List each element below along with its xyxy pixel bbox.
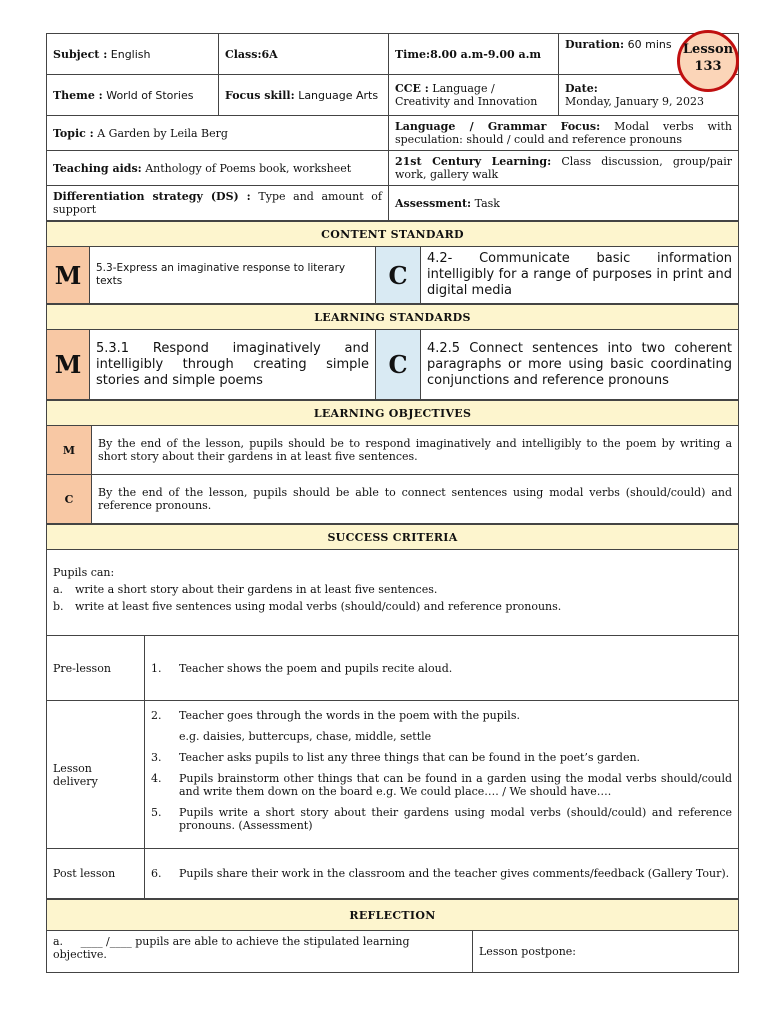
- lesson-step: [145, 768, 738, 802]
- lesson-step: [145, 705, 738, 726]
- date-label: Date:: [565, 82, 598, 95]
- post-lesson-label: Post lesson: [47, 849, 145, 899]
- assessment-label: Assessment:: [395, 196, 472, 210]
- criteria-mark: a.: [53, 583, 64, 596]
- focus-value: Language Arts: [298, 88, 379, 102]
- aids-value: Anthology of Poems book, worksheet: [145, 161, 352, 175]
- grammar-value: Modal verbs with speculation: should / could and reference pronouns: [395, 120, 732, 146]
- step-text: Pupils brainstorm other things that can be found in a garden using the modal verbs should/could and write them down on the board e.g. We could place…. / We should have….: [179, 772, 733, 798]
- content-standard-title: CONTENT STANDARD: [47, 222, 739, 247]
- content-m-text: 5.3-Express an imaginative response to literary texts: [90, 247, 376, 304]
- topic-label: Topic :: [53, 126, 94, 140]
- class-value: Class:6A: [225, 47, 278, 61]
- content-m-badge: M: [47, 247, 90, 304]
- lesson-number-badge: [677, 30, 739, 92]
- aids-label: Teaching aids:: [53, 161, 142, 175]
- subject-label: Subject :: [53, 47, 108, 61]
- criteria-list: [53, 583, 732, 613]
- pre-lesson-steps: [145, 662, 738, 675]
- objective-m-badge: M: [47, 426, 92, 475]
- success-criteria-table: [46, 524, 739, 899]
- content-standard-table: [46, 221, 739, 304]
- step-number: 6.: [151, 867, 162, 880]
- learning-standards-table: [46, 304, 739, 400]
- content-c-badge: C: [376, 247, 421, 304]
- post-lesson-steps: [145, 867, 738, 880]
- learning-objectives-table: [46, 400, 739, 524]
- pre-lesson-label: Pre-lesson: [47, 636, 145, 701]
- reflection-title: REFLECTION: [47, 900, 739, 931]
- theme-value: World of Stories: [106, 88, 194, 102]
- standards-c-badge: C: [376, 330, 421, 400]
- step-text: e.g. daisies, buttercups, chase, middle, settle: [179, 730, 432, 743]
- learning-objectives-title: LEARNING OBJECTIVES: [47, 401, 739, 426]
- ds-label: Differentiation strategy (DS) :: [53, 190, 251, 203]
- objective-m-text: By the end of the lesson, pupils should be to respond imaginatively and intelligibly to the poem by writing a short story about their gardens in at least five sentences.: [92, 426, 739, 475]
- success-intro: Pupils can:: [53, 566, 115, 579]
- standards-m-text: 5.3.1 Respond imaginatively and intelligibly through creating simple stories and simple poems: [90, 330, 376, 400]
- objective-c-badge: C: [47, 475, 92, 524]
- standards-m-badge: M: [47, 330, 90, 400]
- cce-value: Language / Creativity and Innovation: [395, 82, 538, 108]
- lesson-badge-label: Lesson: [682, 42, 734, 57]
- duration-value: 60 mins: [627, 38, 672, 51]
- step-number: 2.: [151, 709, 162, 722]
- step-text: Pupils share their work in the classroom and the teacher gives comments/feedback (Gallery Tour).: [179, 867, 730, 880]
- ds-value: Type and amount of support: [53, 190, 382, 216]
- content-c-text: 4.2- Communicate basic information intelligibly for a range of purposes in print and digital media: [421, 247, 739, 304]
- step-text: Pupils write a short story about their gardens using modal verbs (should/could) and reference pronouns. (Assessment): [179, 806, 733, 832]
- lesson-postpone: Lesson postpone:: [473, 931, 739, 973]
- lesson-delivery-label: Lesson delivery: [47, 701, 145, 849]
- step-number: 3.: [151, 751, 162, 764]
- step-number: 1.: [151, 661, 162, 675]
- standards-c-text: 4.2.5 Connect sentences into two coherent paragraphs or more using basic coordinating conjunctions and reference pronouns: [421, 330, 739, 400]
- step-number: [145, 730, 179, 743]
- lesson-badge-number: 133: [694, 59, 722, 74]
- criteria-item: [53, 600, 732, 613]
- step-number: 4.: [151, 772, 162, 785]
- header-table: [46, 33, 739, 221]
- focus-label: Focus skill:: [225, 88, 295, 102]
- success-criteria-title: SUCCESS CRITERIA: [47, 525, 739, 550]
- step-number: 5.: [151, 806, 162, 819]
- lesson-step: [145, 726, 738, 747]
- criteria-item: [53, 583, 732, 596]
- reflection-line: ____ /____ pupils are able to achieve the stipulated learning objective.: [53, 935, 410, 961]
- duration-label: Duration:: [565, 38, 625, 51]
- criteria-mark: b.: [53, 600, 64, 613]
- step-text: Teacher asks pupils to list any three things that can be found in the poet’s garden.: [179, 751, 641, 764]
- date-value: Monday, January 9, 2023: [565, 95, 704, 108]
- lesson-step: [145, 662, 738, 675]
- reflection-table: [46, 899, 739, 973]
- objective-c-text: By the end of the lesson, pupils should be able to connect sentences using modal verbs (should/could) and reference pronouns.: [92, 475, 739, 524]
- grammar-label: Language / Grammar Focus:: [395, 120, 601, 133]
- lesson-delivery-steps: [145, 705, 738, 836]
- reflection-mark: a.: [53, 935, 64, 948]
- step-text: Teacher shows the poem and pupils recite aloud.: [179, 661, 453, 675]
- step-text: Teacher goes through the words in the poem with the pupils.: [179, 709, 520, 722]
- c21-value: Class discussion, group/pair work, gallery walk: [395, 155, 732, 181]
- lesson-step: [145, 867, 738, 880]
- criteria-text: write at least five sentences using modal verbs (should/could) and reference pronouns.: [75, 600, 562, 613]
- cce-label: CCE :: [395, 82, 429, 95]
- lesson-step: [145, 802, 738, 836]
- lesson-plan: [46, 33, 738, 973]
- time-value: Time:8.00 a.m-9.00 a.m: [395, 47, 542, 61]
- theme-label: Theme :: [53, 88, 103, 102]
- c21-label: 21st Century Learning:: [395, 155, 552, 168]
- lesson-step: [145, 747, 738, 768]
- learning-standards-title: LEARNING STANDARDS: [47, 305, 739, 330]
- subject-value: English: [110, 47, 151, 61]
- criteria-text: write a short story about their gardens in at least five sentences.: [75, 583, 438, 596]
- topic-value: A Garden by Leila Berg: [97, 126, 228, 140]
- assessment-value: Task: [474, 196, 500, 210]
